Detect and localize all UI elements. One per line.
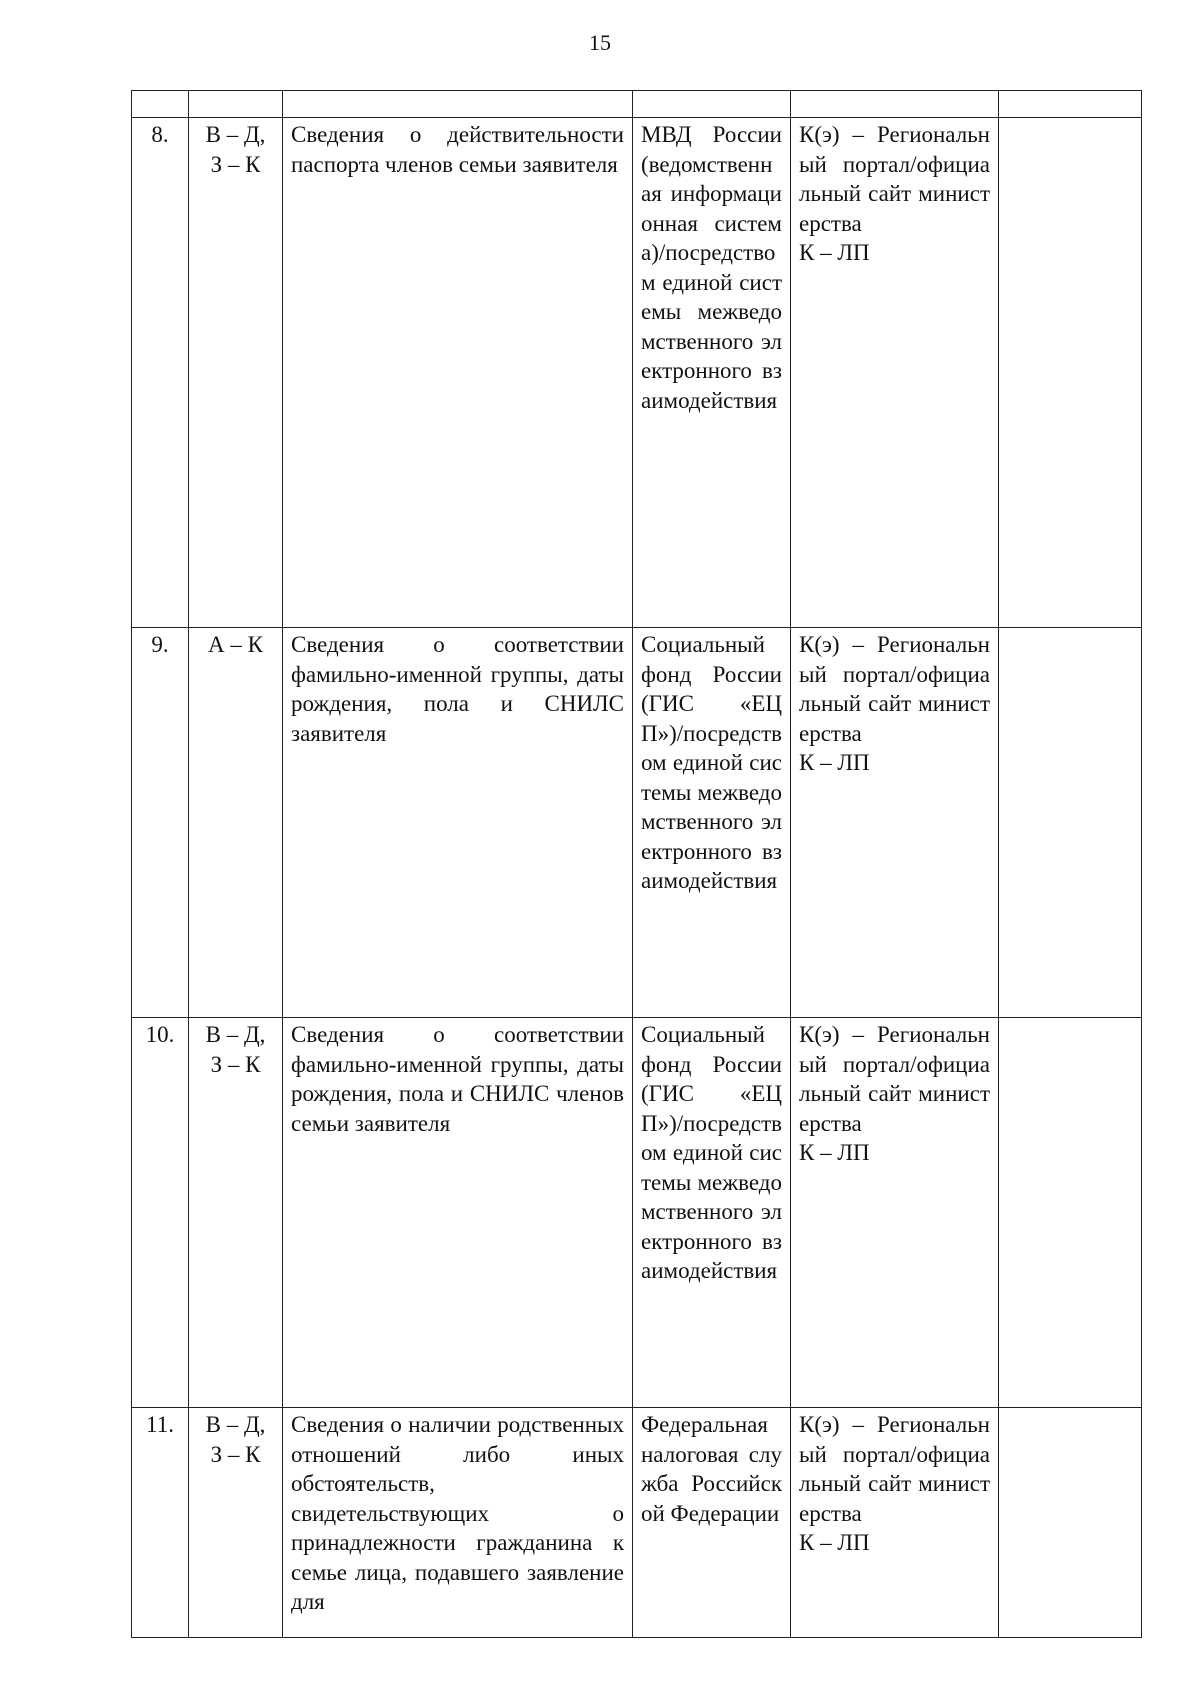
row-channel — [791, 1018, 999, 1408]
code-line: В – Д, — [205, 1022, 266, 1047]
row-code — [189, 118, 283, 628]
code-line: А – К — [208, 632, 263, 657]
row-source: Социальный фонд России (ГИС «ЕЦП»)/посредством единой системы межведомственного электронного взаимодействия — [633, 1018, 791, 1408]
channel-line: К(э) – Региональный портал/официальный сайт министерства — [799, 1412, 990, 1526]
row-description: Сведения о соответствии фамильно-именной группы, даты рождения, пола и СНИЛС заявителя — [283, 628, 633, 1018]
row-description: Сведения о действительности паспорта членов семьи заявителя — [283, 118, 633, 628]
page-number: 15 — [589, 30, 611, 55]
header-cell — [132, 91, 189, 118]
header-cell — [999, 91, 1142, 118]
row-code — [189, 628, 283, 1018]
header-cell — [791, 91, 999, 118]
channel-line: К(э) – Региональный портал/официальный сайт министерства — [799, 122, 990, 236]
services-table — [131, 90, 1142, 1638]
table-row — [132, 628, 1142, 1018]
table-row — [132, 1408, 1142, 1638]
table-row — [132, 118, 1142, 628]
row-extra — [999, 118, 1142, 628]
row-number: 11. — [132, 1408, 189, 1638]
row-channel — [791, 628, 999, 1018]
code-line: В – Д, — [205, 1412, 266, 1437]
row-number: 10. — [132, 1018, 189, 1408]
header-cell — [283, 91, 633, 118]
header-cell — [189, 91, 283, 118]
channel-line: К(э) – Региональный портал/официальный сайт министерства — [799, 1022, 990, 1136]
row-extra — [999, 628, 1142, 1018]
row-source: Социальный фонд России (ГИС «ЕЦП»)/посредством единой системы межведомственного электронного взаимодействия — [633, 628, 791, 1018]
channel-line: К – ЛП — [799, 1530, 870, 1555]
code-line: З – К — [210, 151, 261, 177]
header-cell — [633, 91, 791, 118]
row-description: Сведения о соответствии фамильно-именной группы, даты рождения, пола и СНИЛС членов семьи заявителя — [283, 1018, 633, 1408]
row-channel — [791, 118, 999, 628]
code-line: В – Д, — [205, 122, 266, 147]
row-source: Федеральная налоговая служба Российской Федерации — [633, 1408, 791, 1638]
row-description: Сведения о наличии родственных отношений либо иных обстоятельств, свидетельствующих о принадлежности гражданина к семье лица, подавшего заявление для — [283, 1408, 633, 1638]
code-line: З – К — [210, 1051, 261, 1077]
row-source: МВД России (ведомственная информационная система)/посредством единой системы межведомственного электронного взаимодействия — [633, 118, 791, 628]
channel-line: К – ЛП — [799, 240, 870, 265]
row-number: 8. — [132, 118, 189, 628]
row-number: 9. — [132, 628, 189, 1018]
channel-line: К – ЛП — [799, 1140, 870, 1165]
row-extra — [999, 1018, 1142, 1408]
channel-line: К(э) – Региональный портал/официальный сайт министерства — [799, 632, 990, 746]
row-code — [189, 1018, 283, 1408]
row-code — [189, 1408, 283, 1638]
table-header-row — [132, 91, 1142, 118]
row-extra — [999, 1408, 1142, 1638]
table-row — [132, 1018, 1142, 1408]
row-channel — [791, 1408, 999, 1638]
code-line: З – К — [210, 1441, 261, 1467]
channel-line: К – ЛП — [799, 750, 870, 775]
